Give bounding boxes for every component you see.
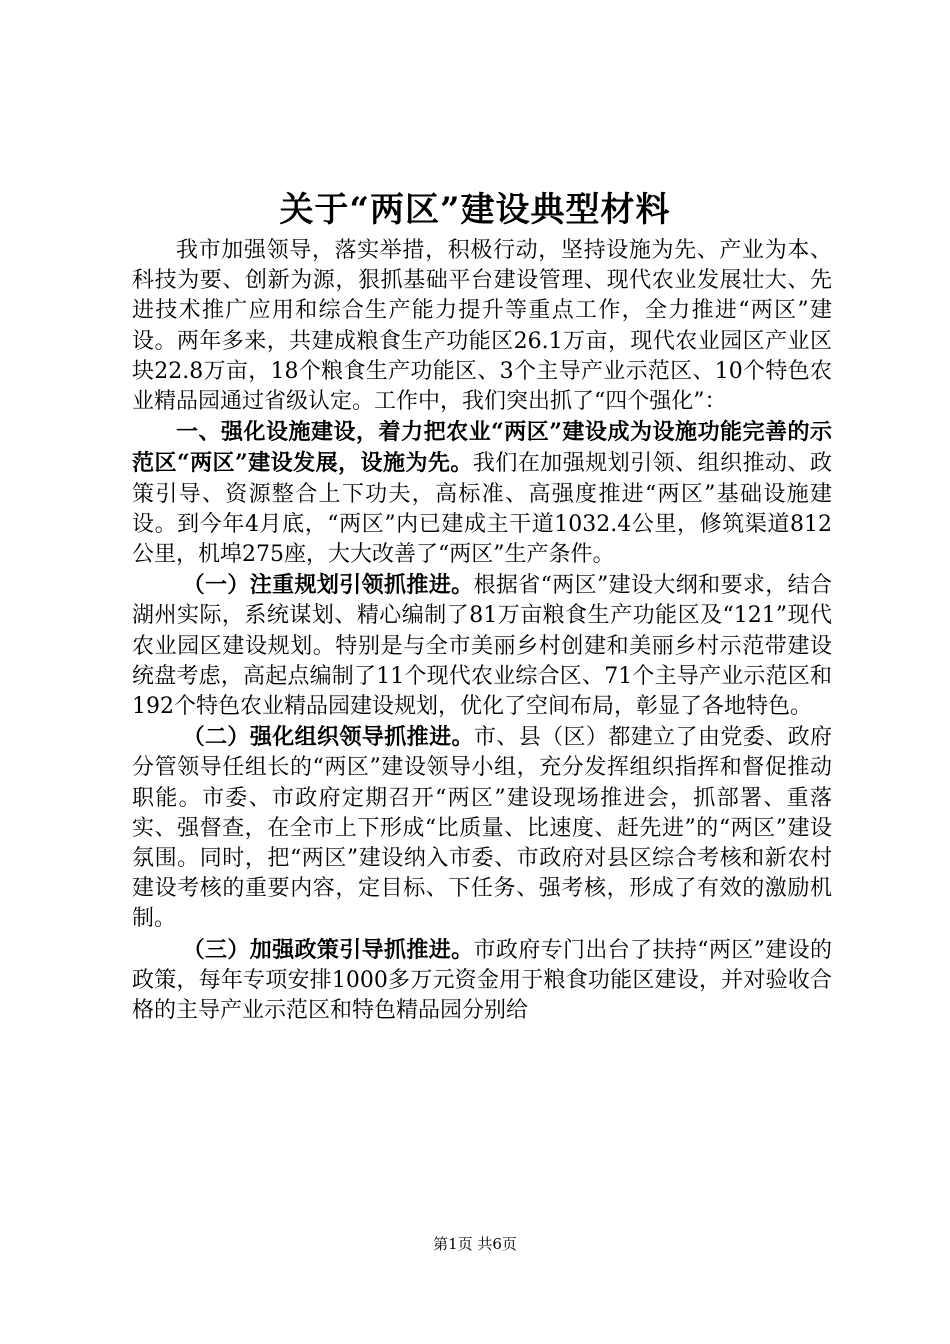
item-3-heading: （三）加强政策引导抓推进。 bbox=[182, 936, 474, 963]
item-1-heading: （一）注重规划引领抓推进。 bbox=[182, 572, 474, 599]
page-number-footer: 第1页 共6页 bbox=[433, 1235, 517, 1253]
item-2-heading: （二）强化组织领导抓推进。 bbox=[182, 724, 474, 751]
item-1-paragraph bbox=[132, 570, 832, 722]
item-3-paragraph bbox=[132, 935, 832, 1027]
section-1-body: 我们在加强规划引领、组织推动、政策引导、资源整合上下功夫，高标准、高强度推进“两区”基础设施建设。到今年4月底，“两区”内已建成主干道1032.4公里，修筑渠道812公里，机埠275座，大大改善了“两区”生产条件。 bbox=[132, 451, 832, 568]
item-2-body: 市、县（区）都建立了由党委、政府分管领导任组长的“两区”建设领导小组，充分发挥组织指挥和督促推动职能。市委、市政府定期召开“两区”建设现场推进会，抓部署、重落实、强督查，在全市上下形成“比质量、比速度、赶先进”的“两区”建设氛围。同时，把“两区”建设纳入市委、市政府对县区综合考核和新农村建设考核的重要内容，定目标、下任务、强考核，形成了有效的激励机制。 bbox=[132, 725, 832, 932]
document-title: 关于“两区”建设典型材料 bbox=[279, 190, 671, 230]
intro-paragraph: 我市加强领导，落实举措，积极行动，坚持设施为先、产业为本、科技为要、创新为源，狠抓基础平台建设管理、现代农业发展壮大、先进技术推广应用和综合生产能力提升等重点工作，全力推进“两区”建设。两年多来，共建成粮食生产功能区26.1万亩，现代农业园区产业区块22.8万亩，18个粮食生产功能区、3个主导产业示范区、10个特色农业精品园通过省级认定。工作中，我们突出抓了“四个强化”： bbox=[132, 238, 832, 415]
section-1-paragraph bbox=[132, 417, 832, 570]
item-2-paragraph bbox=[132, 722, 832, 934]
item-3-body: 市政府专门出台了扶持“两区”建设的政策，每年专项安排1000多万元资金用于粮食功能区建设，并对验收合格的主导产业示范区和特色精品园分别给 bbox=[132, 937, 832, 1024]
document-body bbox=[132, 236, 832, 1026]
section-1-heading: 一、强化设施建设，着力把农业“两区”建设成为设施功能完善的示范区“两区”建设发展，设施为先。 bbox=[132, 419, 832, 477]
item-1-body: 根据省“两区”建设大纲和要求，结合湖州实际，系统谋划、精心编制了81万亩粮食生产功能区及“121”现代农业园区建设规划。特别是与全市美丽乡村创建和美丽乡村示范带建设统盘考虑，高起点编制了11个现代农业综合区、71个主导产业示范区和192个特色农业精品园建设规划，优化了空间布局，彰显了各地特色。 bbox=[132, 573, 832, 720]
